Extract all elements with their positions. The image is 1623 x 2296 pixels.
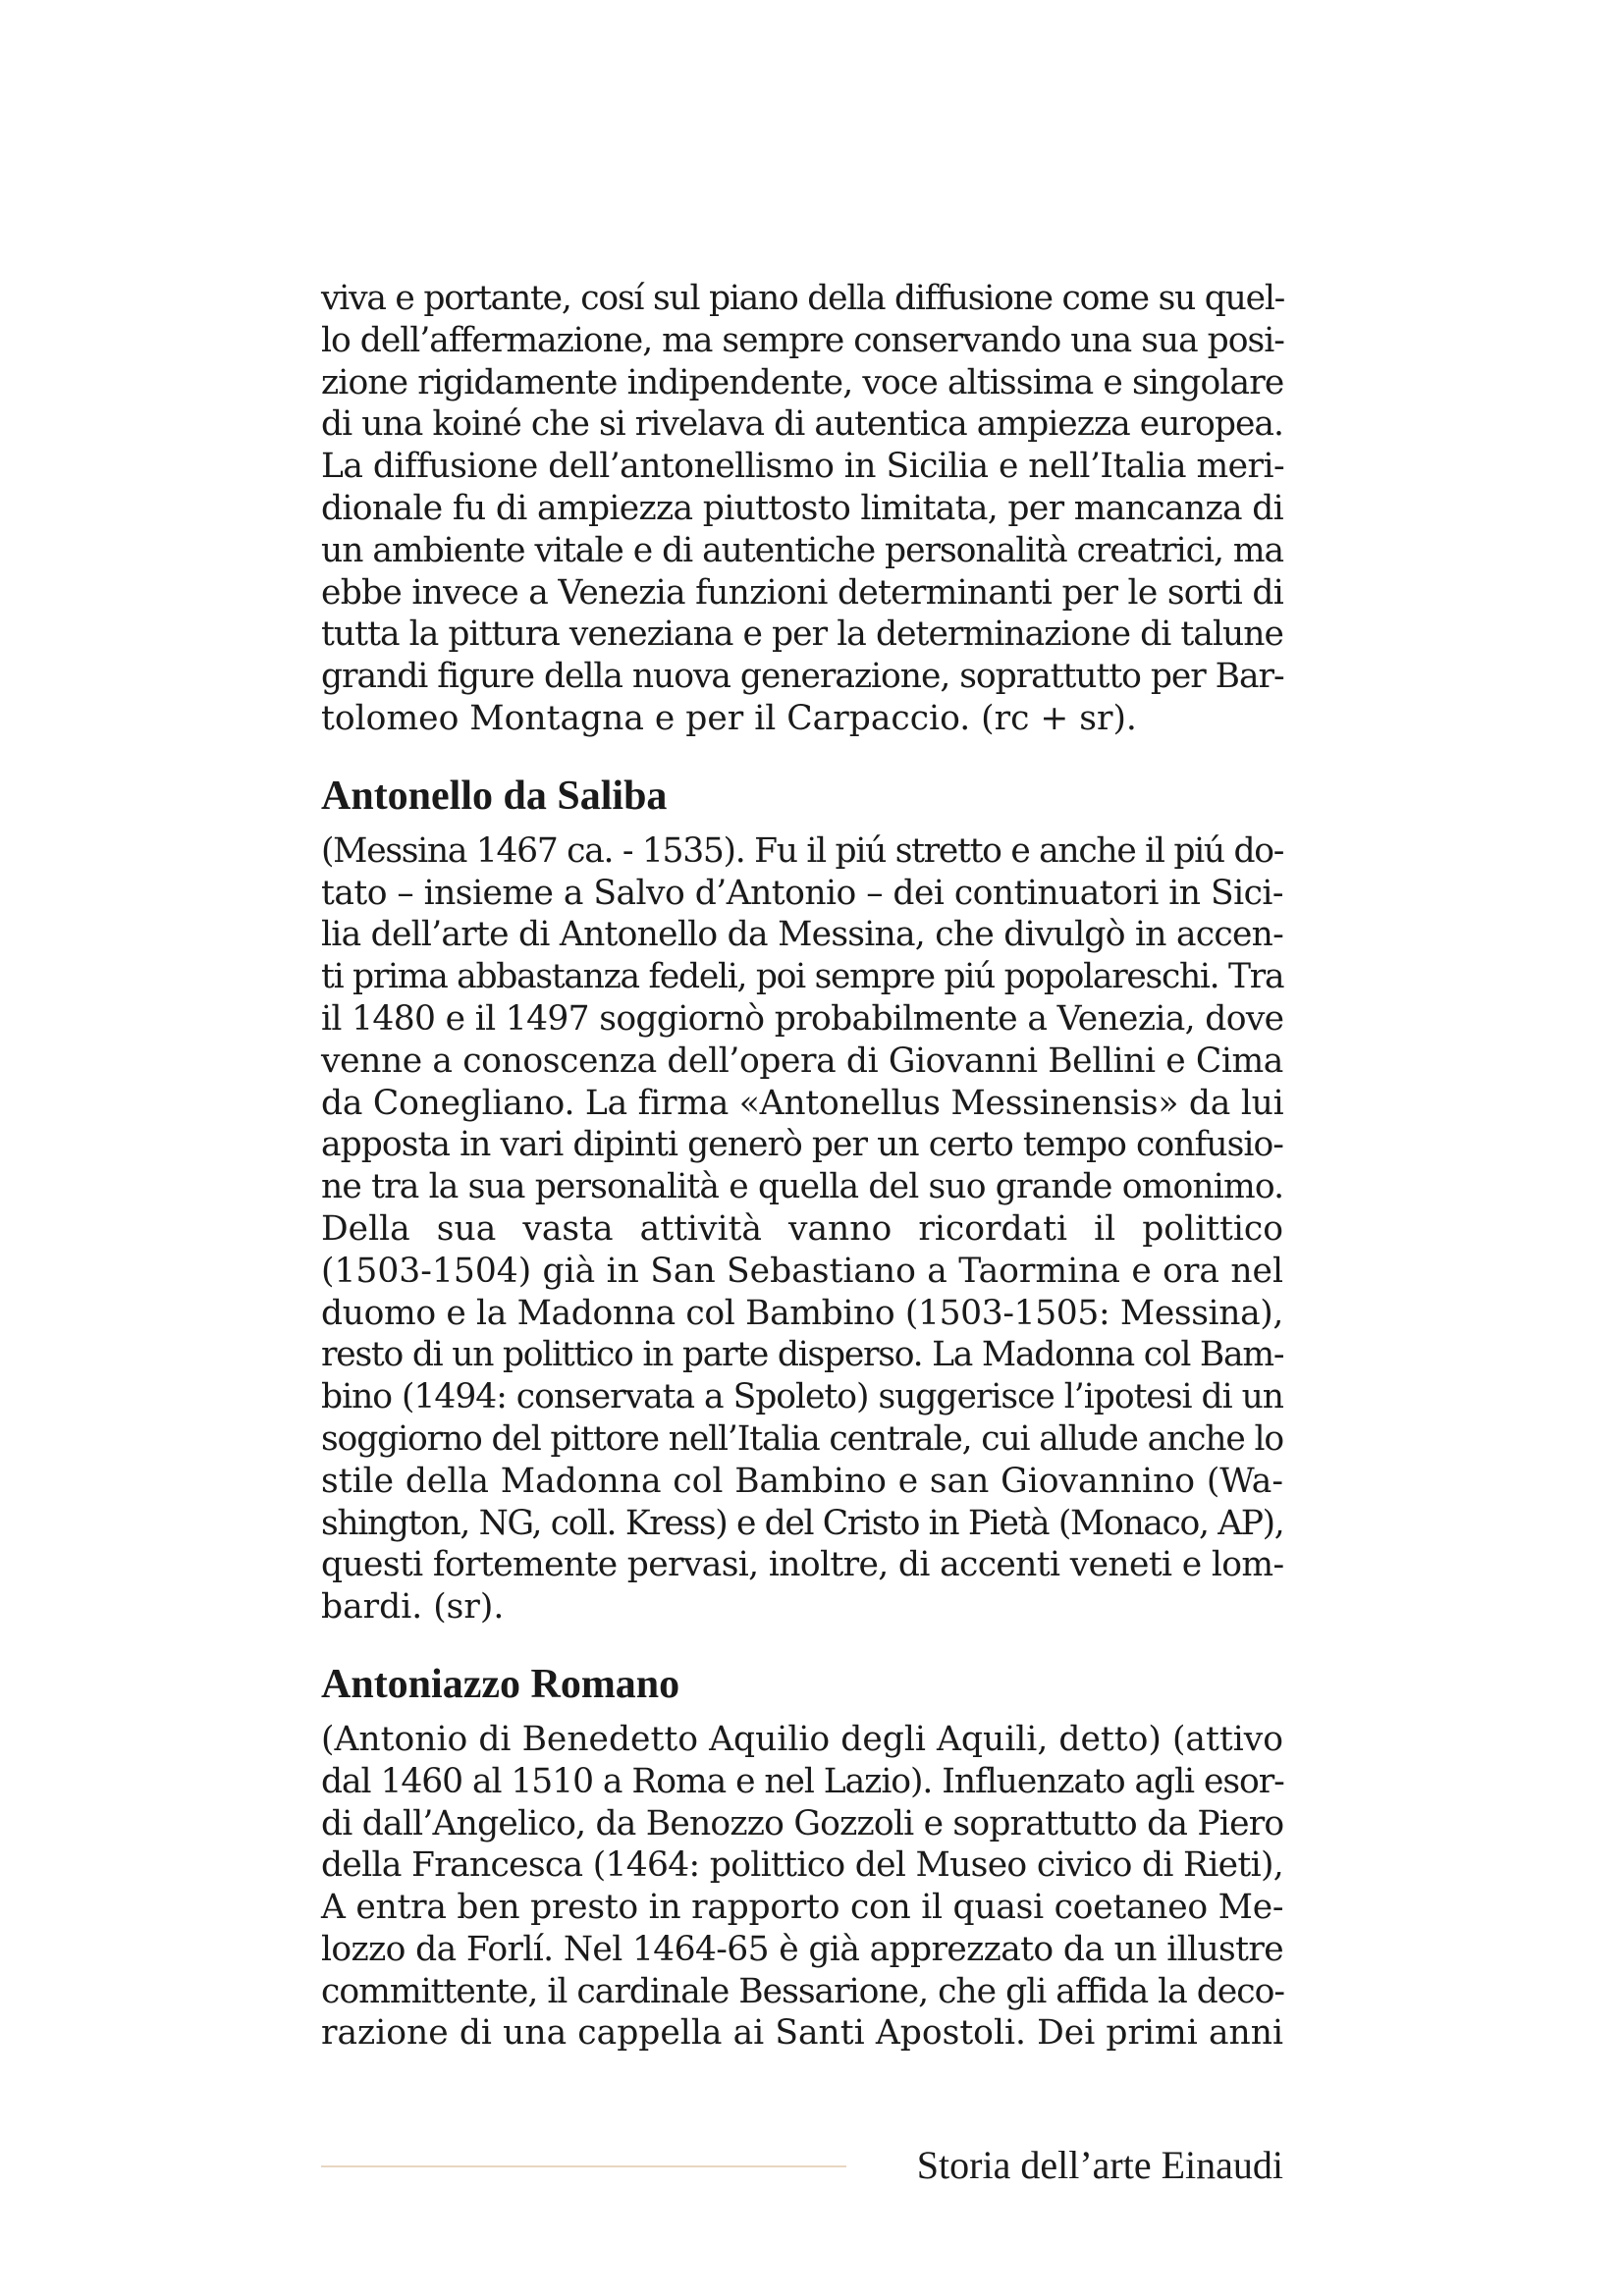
text-line: zione rigidamente indipendente, voce altissima e singolare [321,362,1284,402]
text-line: lia dell’arte di Antonello da Messina, che divulgò in accen- [321,915,1283,955]
text-line: (Messina 1467 ca. - 1535). Fu il piú stretto e anche il piú do- [321,830,1284,871]
text-line: apposta in vari dipinti generò per un certo tempo confusio- [321,1125,1283,1165]
entry-paragraph-antonello-da-saliba [321,830,1283,1629]
text-line: soggiorno del pittore nell’Italia centrale, cui allude anche lo [321,1418,1283,1459]
text-line: questi fortemente pervasi, inoltre, di accenti veneti e lom- [321,1545,1284,1585]
text-line: tato – insieme a Salvo d’Antonio – dei continuatori in Sici- [321,873,1283,913]
text-line: ne tra la sua personalità e quella del suo grande omonimo. [321,1167,1284,1207]
text-line: resto di un polittico in parte disperso. La Madonna col Bam- [321,1335,1284,1375]
text-line: bino (1494: conservata a Spoleto) suggerisce l’ipotesi di un [321,1377,1283,1417]
text-line: lo dell’affermazione, ma sempre conservando una sua posi- [321,320,1284,360]
text-line: grandi figure della nuova generazione, soprattutto per Bar- [321,657,1284,697]
text-line: (1503-1504) già in San Sebastiano a Taormina e ora nel [321,1251,1283,1291]
page-footer [321,2140,1283,2191]
text-line: duomo e la Madonna col Bambino (1503-1505: Messina), [321,1293,1283,1333]
text-line: La diffusione dell’antonellismo in Sicilia e nell’Italia meri- [321,447,1285,487]
footer-publication-title: Storia dell’arte Einaudi [916,2143,1283,2187]
text-line: committente, il cardinale Bessarione, che gli affida la deco- [321,1971,1285,2011]
text-line: bardi. (sr). [321,1587,505,1628]
text-line: Della sua vasta attività vanno ricordati il polittico [321,1208,1283,1249]
text-line: di una koiné che si rivelava di autentica ampiezza europea. [321,404,1283,445]
text-line: un ambiente vitale e di autentiche personalità creatrici, ma [321,530,1284,570]
footer-rule [321,2165,846,2167]
text-line: shington, NG, coll. Kress) e del Cristo in Pietà (Monaco, AP), [321,1503,1284,1543]
text-line: (Antonio di Benedetto Aquilio degli Aquili, detto) (attivo [321,1719,1283,1759]
text-line: tutta la pittura veneziana e per la determinazione di talune [321,614,1283,655]
text-line: da Conegliano. La firma «Antonellus Messinensis» da lui [321,1083,1284,1123]
entry-heading-antoniazzo-romano: Antoniazzo Romano [321,1661,680,1707]
text-line: stile della Madonna col Bambino e san Giovannino (Wa- [321,1461,1283,1501]
text-line: ti prima abbastanza fedeli, poi sempre piú popolareschi. Tra [321,957,1284,997]
text-line: della Francesca (1464: polittico del Museo civico di Rieti), [321,1845,1283,1886]
text-line: viva e portante, cosí sul piano della diffusione come su quel- [321,279,1285,318]
text-line: dal 1460 al 1510 a Roma e nel Lazio). Influenzato agli esor- [321,1761,1284,1801]
text-line: lozzo da Forlí. Nel 1464-65 è già apprezzato da un illustre [321,1929,1283,1969]
page-body [321,278,1283,2055]
text-line: razione di una cappella ai Santi Apostoli. Dei primi anni [321,2013,1283,2054]
text-line: tolomeo Montagna e per il Carpaccio. (rc + sr). [321,698,1137,738]
text-line: il 1480 e il 1497 soggiornò probabilmente a Venezia, dove [321,998,1284,1039]
text-line: di dall’Angelico, da Benozzo Gozzoli e soprattutto da Piero [321,1803,1284,1843]
text-line: dionale fu di ampiezza piuttosto limitata, per mancanza di [321,488,1284,528]
entry-heading-antonello-da-saliba: Antonello da Saliba [321,773,668,819]
text-line: venne a conoscenza dell’opera di Giovanni Bellini e Cima [321,1041,1283,1081]
intro-paragraph [321,278,1283,740]
text-line: A entra ben presto in rapporto con il quasi coetaneo Me- [321,1888,1284,1928]
entry-paragraph-antoniazzo-romano [321,1719,1283,2055]
text-line: ebbe invece a Venezia funzioni determinanti per le sorti di [321,572,1283,613]
